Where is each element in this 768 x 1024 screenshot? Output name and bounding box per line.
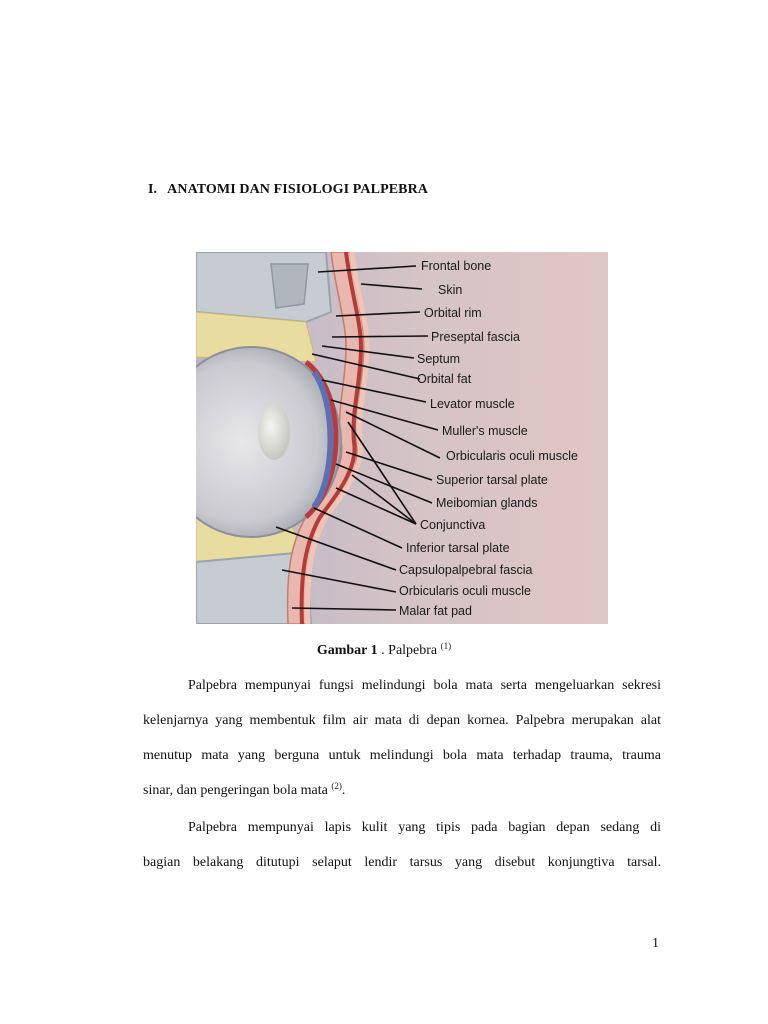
section-title: ANATOMI DAN FISIOLOGI PALPEBRA	[167, 182, 429, 197]
paragraph-2-line-1: Palpebra mempunyai lapis kulit yang tipis pada bagian depan sedang di	[188, 820, 661, 835]
figure-caption	[0, 641, 768, 659]
label-orbicularis-oculi-upper: Orbicularis oculi muscle	[446, 449, 578, 463]
lens	[258, 404, 290, 460]
label-capsulopalpebral-fascia: Capsulopalpebral fascia	[399, 563, 533, 577]
label-superior-tarsal-plate: Superior tarsal plate	[436, 473, 548, 487]
label-preseptal-fascia: Preseptal fascia	[431, 330, 520, 344]
paragraph-1-reference: (2)	[331, 781, 342, 791]
section-heading	[148, 182, 428, 198]
paragraph-1-period: .	[341, 783, 346, 798]
label-septum: Septum	[417, 352, 461, 366]
section-number: I.	[148, 182, 158, 197]
label-conjunctiva: Conjunctiva	[420, 518, 486, 532]
label-frontal-bone: Frontal bone	[421, 259, 492, 273]
page-number: 1	[652, 936, 659, 951]
paragraph-2	[143, 810, 661, 880]
paragraph-1-line-2: kelenjarnya yang membentuk film air mata di depan kornea. Palpebra merupakan alat	[143, 713, 661, 728]
label-orbital-fat: Orbital fat	[417, 372, 472, 386]
caption-figure-number: Gambar 1	[316, 643, 378, 658]
label-mullers-muscle: Muller's muscle	[442, 424, 528, 438]
palpebra-illustration	[196, 252, 608, 624]
label-orbital-rim: Orbital rim	[424, 306, 482, 320]
label-orbicularis-oculi-lower: Orbicularis oculi muscle	[399, 584, 531, 598]
label-skin: Skin	[438, 283, 463, 297]
paragraph-1-line-1: Palpebra mempunyai fungsi melindungi bola mata serta mengeluarkan sekresi	[188, 678, 661, 693]
paragraph-1	[143, 668, 661, 808]
paragraph-2-line-2: bagian belakang ditutupi selaput lendir tarsus yang disebut konjungtiva tarsal.	[143, 855, 661, 870]
frontal-bone	[196, 252, 331, 322]
palpebra-anatomy-figure	[196, 252, 608, 624]
caption-reference: (1)	[440, 641, 452, 651]
paragraph-1-line-3: menutup mata yang berguna untuk melindungi bola mata terhadap trauma, trauma	[143, 748, 661, 763]
caption-separator: .	[377, 643, 389, 658]
paragraph-1-line-4	[143, 773, 661, 808]
paragraph-1-line-4-text: sinar, dan pengeringan bola mata	[143, 783, 328, 798]
label-inferior-tarsal-plate: Inferior tarsal plate	[406, 541, 510, 555]
label-meibomian-glands: Meibomian glands	[436, 496, 538, 510]
caption-text: Palpebra	[388, 643, 438, 658]
label-malar-fat-pad: Malar fat pad	[399, 604, 472, 618]
label-levator-muscle: Levator muscle	[430, 397, 515, 411]
